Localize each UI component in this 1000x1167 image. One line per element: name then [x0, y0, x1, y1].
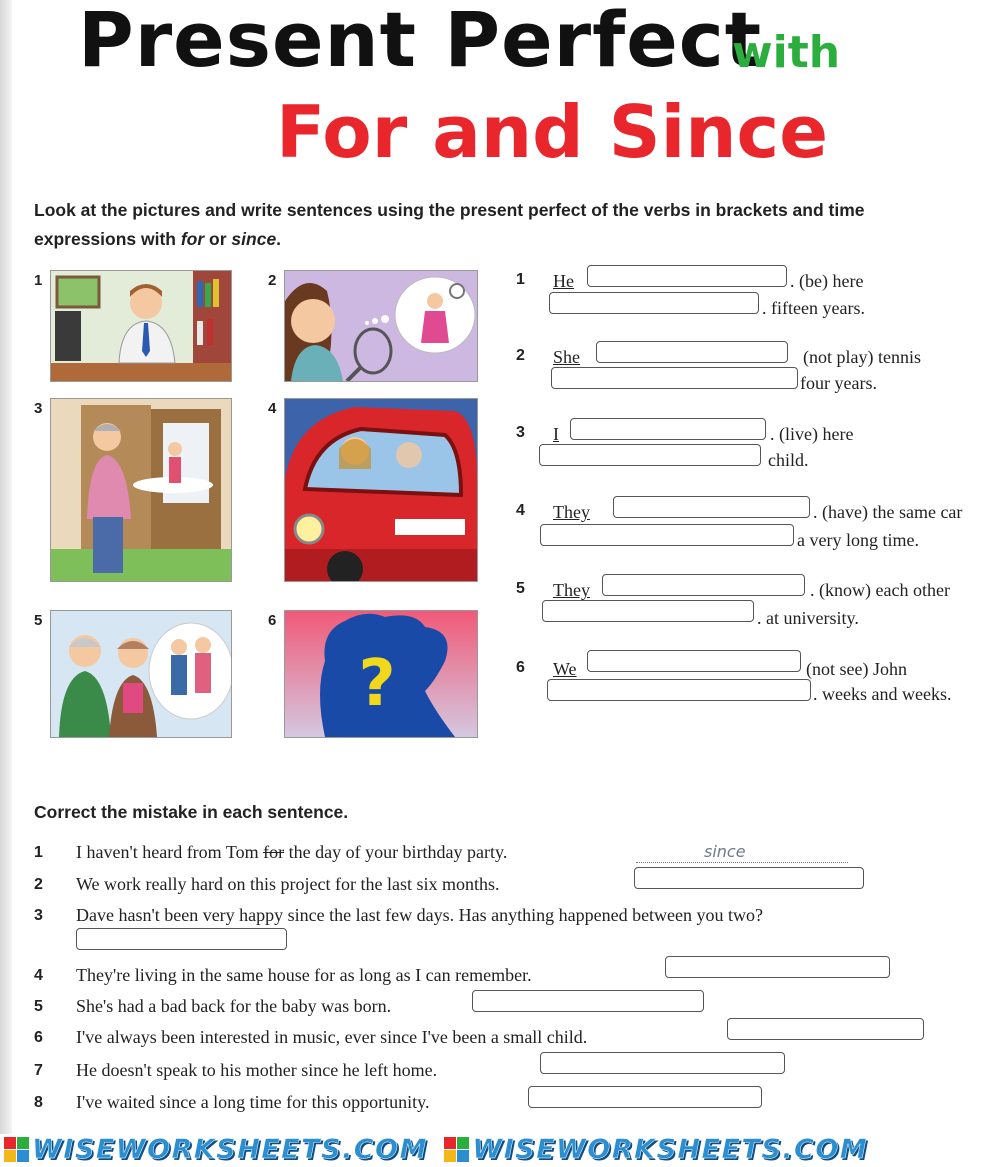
ex1-time-input-2[interactable]: [551, 367, 798, 389]
ex1-subject-2: She: [553, 347, 580, 367]
ex1-verb-3: . (live) here: [770, 424, 854, 444]
ex2-sentence-7: He doesn't speak to his mother since he left home.: [76, 1060, 438, 1080]
ex1-verb-input-6[interactable]: [587, 650, 801, 672]
footer-brand-text-repeat: WISEWORKSHEETS.COM: [472, 1134, 869, 1165]
title-with: with: [732, 27, 841, 78]
ex2-sentence-6: I've always been interested in music, ever since I've been a small child.: [76, 1027, 588, 1047]
ex2-answer-1: since: [704, 842, 746, 861]
picture-label-3: 3: [34, 400, 43, 417]
ex1-subject-6: We: [553, 659, 577, 679]
svg-text:?: ?: [358, 647, 396, 721]
ex1-num-3: 3: [516, 424, 525, 441]
ex2-num-8: 8: [34, 1094, 43, 1111]
ex1-tail-5: . at university.: [757, 608, 859, 628]
ex2-sentence-1-post: the day of your birthday party.: [284, 842, 508, 862]
ex1-subject-1: He: [553, 271, 574, 291]
ex1-time-input-1[interactable]: [549, 292, 759, 314]
brand-logo-icon: [4, 1137, 29, 1162]
ex1-verb-4: . (have) the same car: [813, 502, 963, 522]
footer-brand-bar: [0, 1134, 1000, 1167]
ex2-sentence-1-pre: I haven't heard from Tom: [76, 842, 264, 862]
ex1-tail-3: child.: [768, 450, 809, 470]
picture-red-car: [284, 398, 478, 582]
ex1-verb-1: . (be) here: [790, 271, 864, 291]
ex1-num-6: 6: [516, 659, 525, 676]
ex1-verb-input-4[interactable]: [613, 496, 810, 518]
ex1-time-input-6[interactable]: [547, 679, 811, 701]
footer-brand-repeat: [440, 1134, 868, 1165]
ex2-sentence-3: Dave hasn't been very happy since the last few days. Has anything happened between you two?: [76, 905, 764, 925]
ex2-input-6[interactable]: [727, 1018, 924, 1040]
ex2-sentence-8: I've waited since a long time for this opportunity.: [76, 1092, 430, 1112]
footer-brand: [0, 1134, 428, 1165]
instructions-since: since: [231, 229, 277, 249]
ex2-answer-line-1: [636, 862, 848, 863]
ex1-time-input-4[interactable]: [540, 524, 794, 546]
picture-man-at-desk: [50, 270, 232, 382]
section2-title: Correct the mistake in each sentence.: [34, 802, 349, 822]
brand-logo-icon: [444, 1137, 469, 1162]
ex1-tail-6: . weeks and weeks.: [813, 684, 952, 704]
ex1-num-1: 1: [516, 271, 525, 288]
ex1-time-input-3[interactable]: [539, 444, 761, 466]
ex1-tail-4: a very long time.: [797, 530, 919, 550]
picture-mystery-person: [284, 610, 478, 738]
ex2-num-7: 7: [34, 1062, 43, 1079]
ex2-num-2: 2: [34, 876, 43, 893]
ex2-sentence-5: She's had a bad back for the baby was born.: [76, 996, 392, 1016]
ex1-time-input-5[interactable]: [542, 600, 754, 622]
instructions-end: .: [276, 229, 282, 249]
ex1-subject-5: They: [553, 580, 590, 600]
ex2-sentence-2: We work really hard on this project for the last six months.: [76, 874, 500, 894]
ex1-verb-input-3[interactable]: [570, 418, 766, 440]
ex2-sentence-1-struck: for: [263, 842, 285, 862]
footer-brand-text: WISEWORKSHEETS.COM: [32, 1134, 428, 1165]
ex2-sentence-4: They're living in the same house for as long as I can remember.: [76, 965, 532, 985]
picture-label-5: 5: [34, 612, 43, 629]
ex1-num-2: 2: [516, 347, 525, 364]
ex1-subject-4: They: [553, 502, 590, 522]
ex1-verb-input-1[interactable]: [587, 265, 787, 287]
instructions: [34, 196, 934, 254]
ex2-num-6: 6: [34, 1029, 43, 1046]
picture-label-2: 2: [268, 272, 277, 289]
title-for-and-since: For and Since: [276, 90, 829, 174]
picture-label-6: 6: [268, 612, 277, 629]
ex2-input-7[interactable]: [540, 1052, 785, 1074]
ex2-num-5: 5: [34, 998, 43, 1015]
ex2-num-1: 1: [34, 844, 43, 861]
picture-man-at-door: [50, 398, 232, 582]
ex2-num-4: 4: [34, 967, 43, 984]
ex2-input-5[interactable]: [472, 990, 704, 1012]
ex1-tail-2: four years.: [800, 373, 877, 393]
ex1-verb-5: . (know) each other: [810, 580, 950, 600]
ex1-verb-2: (not play) tennis: [803, 347, 921, 367]
ex1-subject-3: I: [553, 424, 559, 444]
ex2-input-8[interactable]: [528, 1086, 762, 1108]
picture-label-4: 4: [268, 400, 277, 417]
instructions-text: Look at the pictures and write sentences using the present perfect of the verbs in brackets and time expressions with: [34, 200, 865, 249]
picture-woman-tennis: [284, 270, 478, 382]
ex1-num-5: 5: [516, 580, 525, 597]
title-present-perfect: Present Perfect: [78, 0, 763, 84]
instructions-for: for: [180, 229, 205, 249]
ex2-num-3: 3: [34, 907, 43, 924]
page-left-edge: [0, 0, 12, 1135]
ex1-verb-6: (not see) John: [806, 659, 907, 679]
picture-two-couples: [50, 610, 232, 738]
ex1-tail-1: . fifteen years.: [762, 298, 865, 318]
ex1-verb-input-2[interactable]: [596, 341, 788, 363]
ex2-input-4[interactable]: [665, 956, 890, 978]
picture-label-1: 1: [34, 272, 43, 289]
ex1-verb-input-5[interactable]: [602, 574, 805, 596]
ex2-sentence-1: [76, 842, 507, 863]
instructions-or: or: [204, 229, 232, 249]
ex2-input-3[interactable]: [76, 928, 287, 950]
ex2-input-2[interactable]: [634, 867, 864, 889]
ex1-num-4: 4: [516, 502, 525, 519]
